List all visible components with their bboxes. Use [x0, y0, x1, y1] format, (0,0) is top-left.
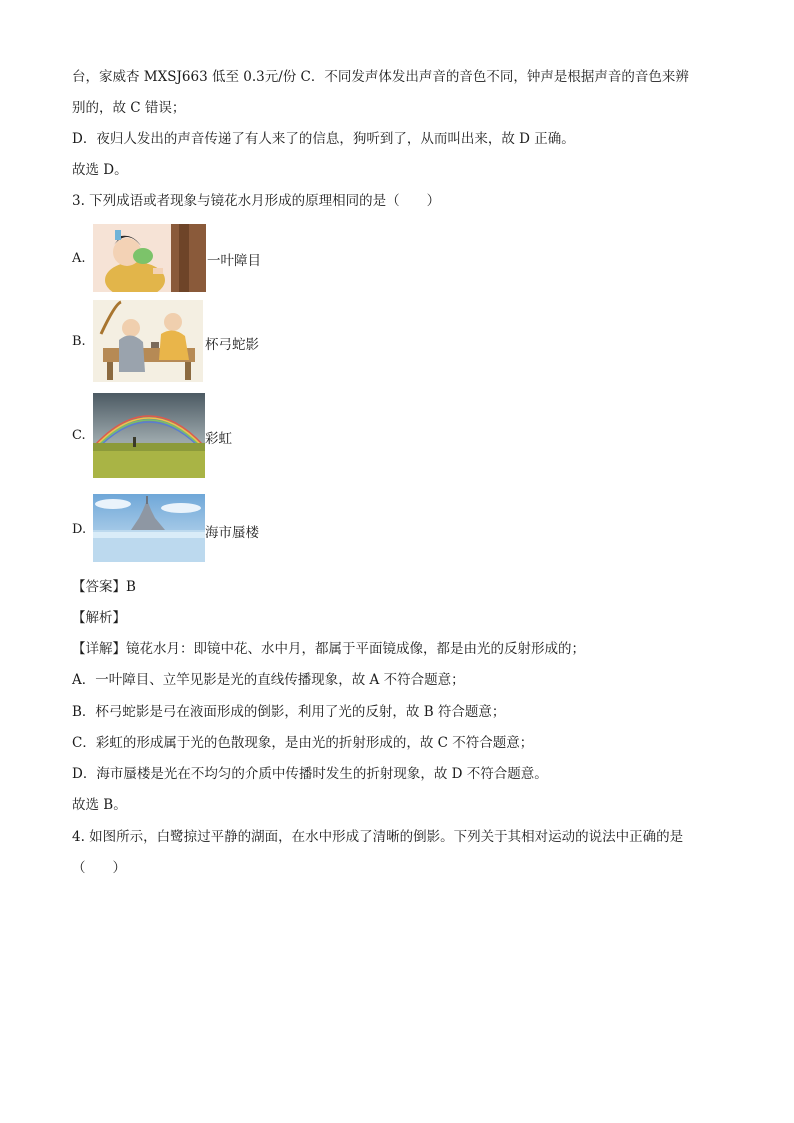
- option-b-label: B.: [72, 334, 86, 349]
- option-a-text: 一叶障目: [207, 253, 261, 269]
- option-c-text: 彩虹: [205, 431, 232, 447]
- detail-d: D．海市蜃楼是光在不均匀的介质中传播时发生的折射现象，故 D 不符合题意。: [72, 766, 548, 782]
- text-line-4: 故选 D。: [72, 162, 128, 178]
- option-b-text: 杯弓蛇影: [205, 337, 259, 353]
- question-4-stem-line2: （ ）: [72, 860, 126, 876]
- answer-value: B: [126, 579, 136, 595]
- text-line-1: 台，家威杏 MXSJ663 低至 0.3元/份 C．不同发声体发出声音的音色不同，钟声是根据声音的音色来辨: [72, 69, 689, 85]
- text-line-2: 别的，故 C 错误；: [72, 100, 186, 116]
- option-a-label: A.: [72, 251, 86, 266]
- detail-b: B．杯弓蛇影是弓在液面形成的倒影，利用了光的反射，故 B 符合题意；: [72, 704, 506, 720]
- option-d-image: [93, 494, 205, 562]
- detail-intro: 镜花水月：即镜中花、水中月，都属于平面镜成像，都是由光的反射形成的；: [126, 641, 585, 657]
- option-c-label: C.: [72, 428, 86, 443]
- answer-label: 【答案】: [72, 579, 126, 595]
- option-d-text: 海市蜃楼: [205, 525, 259, 541]
- detail-a: A．一叶障目、立竿见影是光的直线传播现象，故 A 不符合题意；: [72, 672, 465, 688]
- answer-line: [72, 578, 136, 596]
- option-d-label: D.: [72, 522, 87, 537]
- detail-label: 【详解】: [72, 641, 126, 657]
- option-b-image: [93, 300, 203, 382]
- question-3-stem: 3. 下列成语或者现象与镜花水月形成的原理相同的是（ ）: [72, 193, 441, 209]
- detail-c: C．彩虹的形成属于光的色散现象，是由光的折射形成的，故 C 不符合题意；: [72, 735, 534, 751]
- analysis-label: 【解析】: [72, 610, 126, 626]
- detail-intro-line: [72, 640, 585, 658]
- option-a-image: [93, 224, 206, 292]
- text-line-3: D．夜归人发出的声音传递了有人来了的信息，狗听到了，从而叫出来，故 D 正确。: [72, 131, 575, 147]
- detail-conclusion: 故选 B。: [72, 797, 127, 813]
- option-c-image: [93, 393, 205, 478]
- question-4-stem-line1: 4. 如图所示，白鹭掠过平静的湖面，在水中形成了清晰的倒影。下列关于其相对运动的说法中正确的是: [72, 829, 684, 845]
